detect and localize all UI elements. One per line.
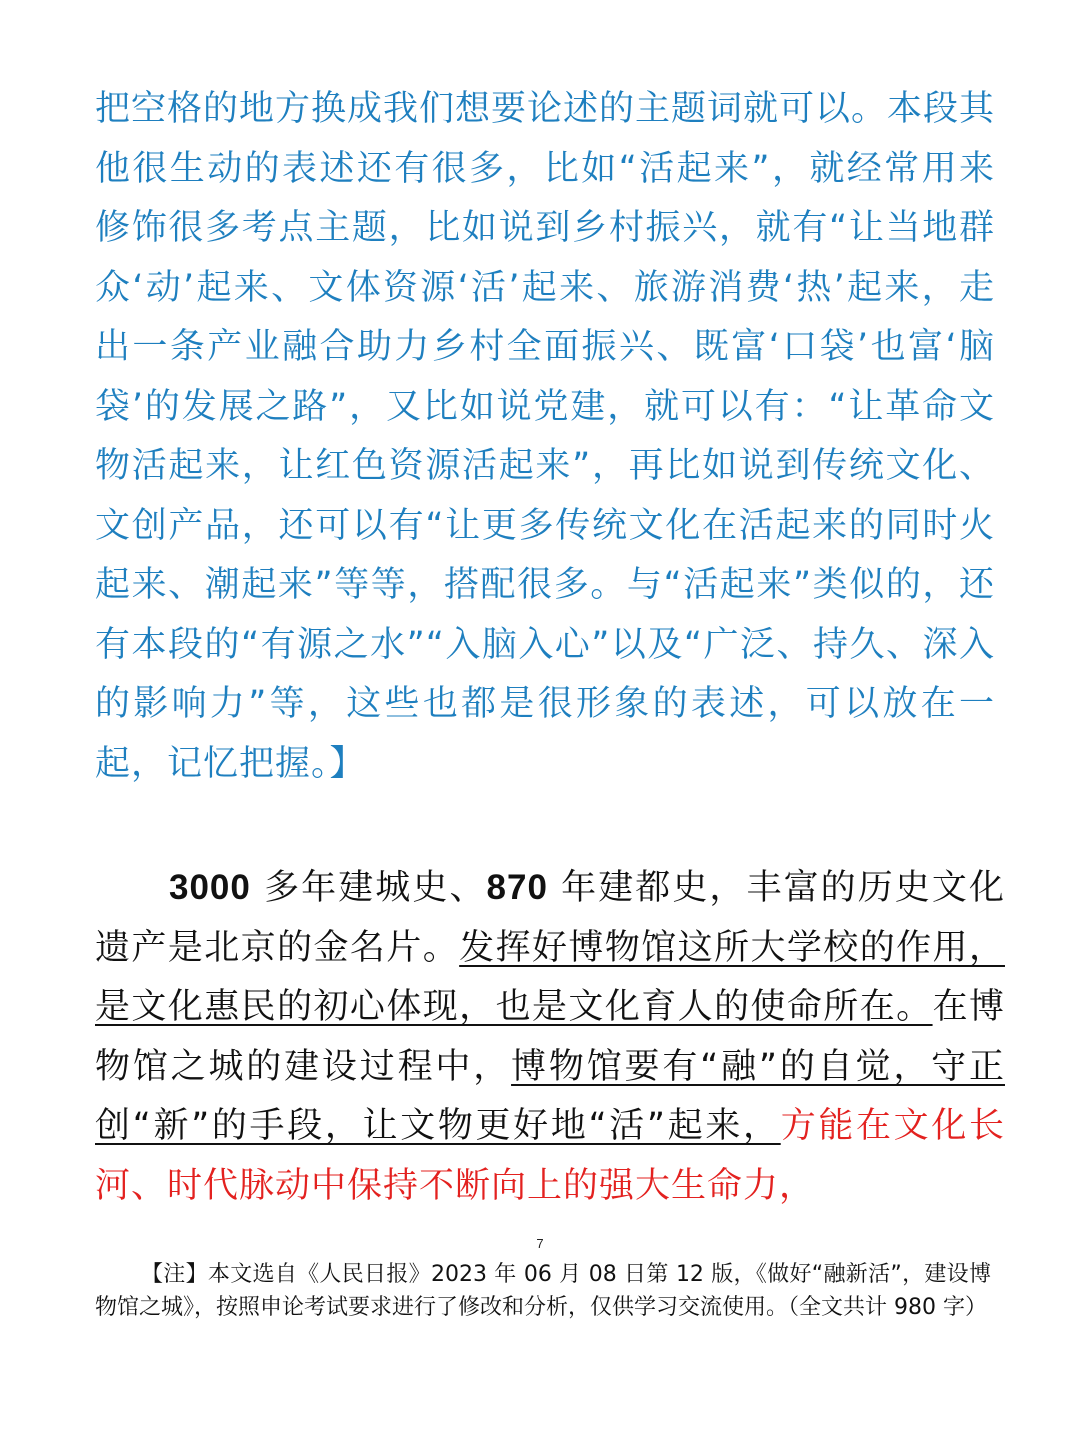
years-number: 3000 bbox=[169, 868, 251, 907]
text-segment: 年建都史，丰富的历史文化遗产是北京的金名片。 bbox=[95, 868, 1005, 968]
analysis-paragraph: 把空格的地方换成我们想要论述的主题词就可以。本段其他很生动的表述还有很多，比如“活起来”，就经常用来修饰很多考点主题，比如说到乡村振兴，就有“让当地群众‘动’起来、文体资源‘活’起来、旅游消费‘热’起来，走出一条产业融合助力乡村全面振兴、既富‘口袋’也富‘脑袋’的发展之路”，又比如说党建，就可以有：“让革命文物活起来，让红色资源活起来”，再比如说到传统文化、文创产品，还可以有“让更多传统文化在活起来的同时火起来、潮起来”等等，搭配很多。与“活起来”类似的，还有本段的“有源之水”“入脑入心”以及“广泛、持久、深入的影响力”等，这些也都是很形象的表述，可以放在一起，记忆把握。】 bbox=[95, 89, 996, 784]
underlined-sentence: 博物馆要有“融”的自觉，守正创“新”的手段，让文物更好地“活”起来， bbox=[95, 1046, 1005, 1146]
highlighted-sentence: 方能在文化长河、时代脉动中保持不断向上的强大生命力， bbox=[95, 1106, 1005, 1206]
article-paragraph bbox=[95, 858, 1005, 1216]
text-segment: 多年建城史、 bbox=[264, 868, 487, 908]
text-segment: 在博物馆之城的建设过程中， bbox=[95, 987, 1005, 1087]
footnote: 【注】本文选自《人民日报》2023 年 06 月 08 日第 12 版，《做好“融新活”，建设博物馆之城》，按照申论考试要求进行了修改和分析，仅供学习交流使用。（全文共计 980 字） bbox=[95, 1262, 991, 1320]
underlined-sentence: 发挥好博物馆这所大学校的作用，是文化惠民的初心体现，也是文化育人的使命所在。 bbox=[95, 927, 1005, 1027]
years-number: 870 bbox=[486, 868, 548, 907]
page-number: 7 bbox=[536, 1236, 544, 1251]
